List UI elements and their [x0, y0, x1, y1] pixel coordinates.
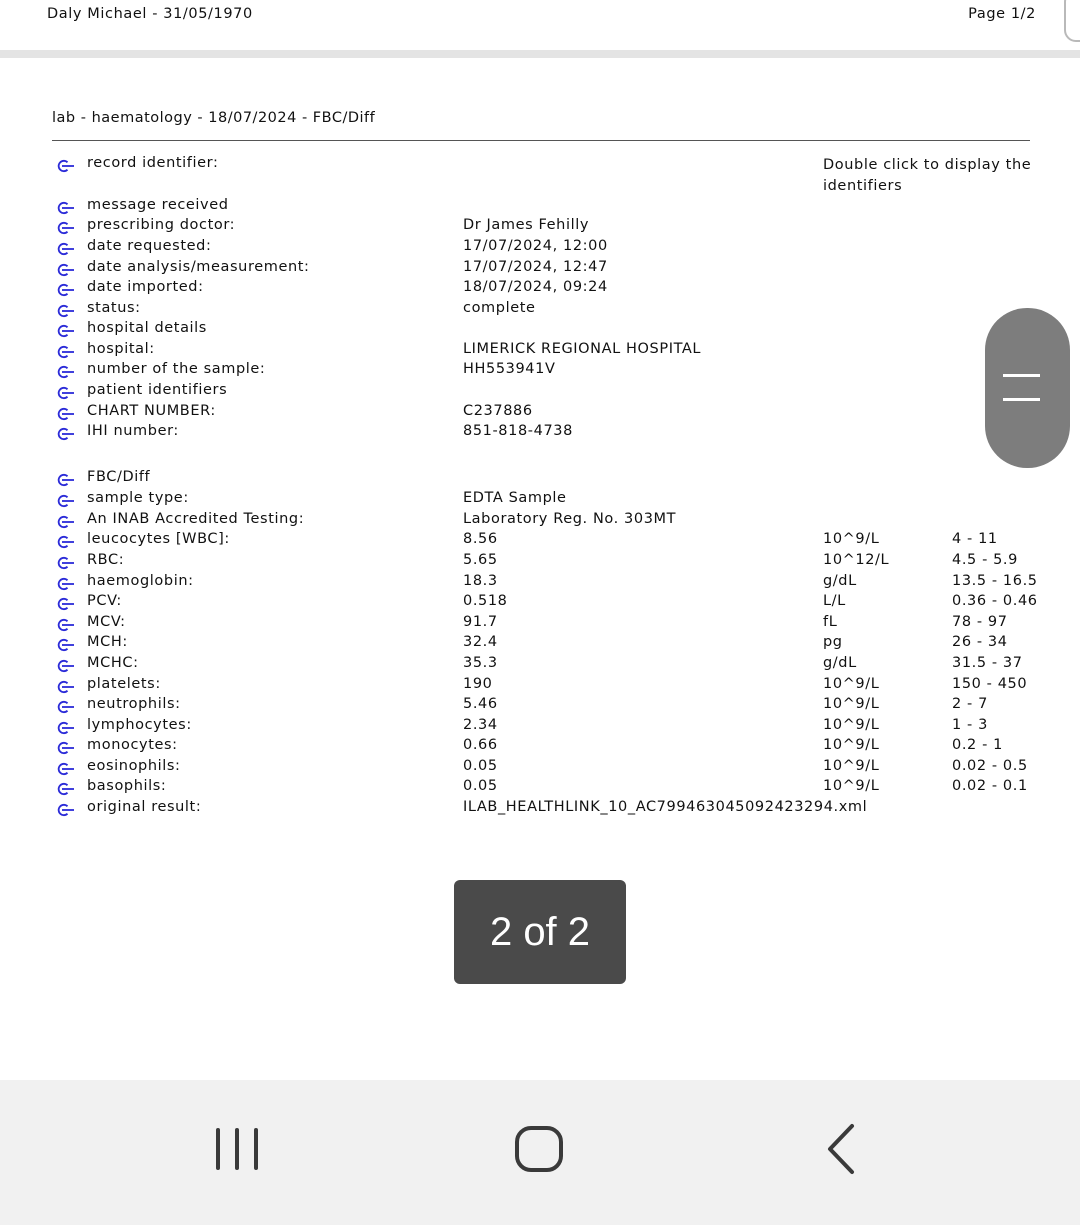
row-value: 2.34	[463, 717, 498, 733]
row-value: 0.05	[463, 758, 498, 774]
result-row[interactable]	[0, 423, 1080, 444]
arrow-circle-icon[interactable]	[57, 617, 75, 631]
arrow-circle-icon[interactable]	[57, 555, 75, 569]
arrow-circle-icon[interactable]	[57, 282, 75, 296]
row-value: LIMERICK REGIONAL HOSPITAL	[463, 341, 702, 357]
title-divider	[52, 140, 1030, 141]
row-label: lymphocytes:	[87, 717, 192, 733]
row-unit: L/L	[823, 593, 846, 609]
arrow-circle-icon[interactable]	[57, 303, 75, 317]
page-indicator-toast: 2 of 2	[454, 880, 626, 984]
arrow-circle-icon[interactable]	[57, 364, 75, 378]
result-row[interactable]	[0, 676, 1080, 697]
result-row[interactable]	[0, 361, 1080, 382]
row-value: complete	[463, 300, 536, 316]
result-row[interactable]	[0, 469, 1080, 490]
row-label: record identifier:	[87, 155, 219, 171]
row-value: 5.65	[463, 552, 498, 568]
arrow-circle-icon[interactable]	[57, 426, 75, 440]
scroll-handle[interactable]	[985, 308, 1070, 468]
arrow-circle-icon[interactable]	[57, 262, 75, 276]
result-row[interactable]	[0, 300, 1080, 321]
row-value: EDTA Sample	[463, 490, 567, 506]
row-label: message received	[87, 197, 229, 213]
row-label: date analysis/measurement:	[87, 259, 310, 275]
arrow-circle-icon[interactable]	[57, 514, 75, 528]
result-row[interactable]	[0, 279, 1080, 300]
row-unit: 10^9/L	[823, 778, 880, 794]
arrow-circle-icon[interactable]	[57, 781, 75, 795]
result-row[interactable]	[0, 552, 1080, 573]
back-button[interactable]	[808, 1120, 878, 1180]
result-row[interactable]	[0, 320, 1080, 341]
row-unit: g/dL	[823, 655, 857, 671]
row-value: 851-818-4738	[463, 423, 573, 439]
recent-apps-icon	[202, 1120, 272, 1180]
row-value: 18/07/2024, 09:24	[463, 279, 608, 295]
navigation-bar	[0, 1080, 1080, 1225]
result-row[interactable]	[0, 341, 1080, 362]
row-reference-range: 2 - 7	[952, 696, 988, 712]
row-label: MCHC:	[87, 655, 139, 671]
arrow-circle-icon[interactable]	[57, 802, 75, 816]
home-button[interactable]	[504, 1120, 574, 1180]
row-label: MCV:	[87, 614, 126, 630]
result-row[interactable]	[0, 155, 1080, 176]
result-row[interactable]	[0, 634, 1080, 655]
row-reference-range: 4.5 - 5.9	[952, 552, 1018, 568]
arrow-circle-icon[interactable]	[57, 220, 75, 234]
row-unit: g/dL	[823, 573, 857, 589]
result-row[interactable]	[0, 573, 1080, 594]
arrow-circle-icon[interactable]	[57, 658, 75, 672]
result-row[interactable]	[0, 531, 1080, 552]
row-label: neutrophils:	[87, 696, 181, 712]
arrow-circle-icon[interactable]	[57, 576, 75, 590]
row-reference-range: 0.02 - 0.5	[952, 758, 1028, 774]
row-value: Dr James Fehilly	[463, 217, 590, 233]
row-reference-range: 31.5 - 37	[952, 655, 1023, 671]
result-row[interactable]	[0, 758, 1080, 779]
header-divider	[0, 50, 1080, 58]
result-row[interactable]	[0, 259, 1080, 280]
back-icon	[808, 1120, 878, 1180]
document-title: lab - haematology - 18/07/2024 - FBC/Diff	[52, 110, 376, 126]
arrow-circle-icon[interactable]	[57, 596, 75, 610]
row-label: FBC/Diff	[87, 469, 151, 485]
result-row[interactable]	[0, 593, 1080, 614]
row-reference-range: 1 - 3	[952, 717, 988, 733]
result-row[interactable]	[0, 403, 1080, 424]
row-unit: fL	[823, 614, 838, 630]
arrow-circle-icon[interactable]	[57, 761, 75, 775]
page-header	[0, 0, 1080, 50]
row-label: date imported:	[87, 279, 204, 295]
row-label: number of the sample:	[87, 361, 266, 377]
grip-line	[1003, 398, 1040, 401]
row-value: ILAB_HEALTHLINK_10_AC799463045092423294.xml	[463, 799, 868, 815]
arrow-circle-icon[interactable]	[57, 493, 75, 507]
row-value: 17/07/2024, 12:00	[463, 238, 608, 254]
row-label: leucocytes [WBC]:	[87, 531, 230, 547]
arrow-circle-icon[interactable]	[57, 740, 75, 754]
row-label: monocytes:	[87, 737, 178, 753]
row-value: 0.05	[463, 778, 498, 794]
row-value: 0.66	[463, 737, 498, 753]
arrow-circle-icon[interactable]	[57, 385, 75, 399]
result-row[interactable]	[0, 238, 1080, 259]
row-unit: 10^9/L	[823, 758, 880, 774]
row-value: 0.518	[463, 593, 508, 609]
result-row[interactable]	[0, 799, 1080, 820]
arrow-circle-icon[interactable]	[57, 200, 75, 214]
result-row[interactable]	[0, 382, 1080, 403]
row-label: haemoglobin:	[87, 573, 194, 589]
row-label: basophils:	[87, 778, 167, 794]
arrow-circle-icon[interactable]	[57, 406, 75, 420]
row-unit: 10^9/L	[823, 717, 880, 733]
row-reference-range: 0.2 - 1	[952, 737, 1003, 753]
row-label: MCH:	[87, 634, 128, 650]
row-value: 35.3	[463, 655, 498, 671]
result-row[interactable]	[0, 614, 1080, 635]
row-value: HH553941V	[463, 361, 556, 377]
row-value: C237886	[463, 403, 533, 419]
row-label: eosinophils:	[87, 758, 181, 774]
row-unit: 10^9/L	[823, 676, 880, 692]
row-label: hospital details	[87, 320, 207, 336]
row-label: patient identifiers	[87, 382, 228, 398]
row-label: PCV:	[87, 593, 122, 609]
row-unit: 10^9/L	[823, 696, 880, 712]
result-row[interactable]	[0, 737, 1080, 758]
row-label: hospital:	[87, 341, 155, 357]
row-label: platelets:	[87, 676, 161, 692]
row-reference-range: 78 - 97	[952, 614, 1008, 630]
arrow-circle-icon[interactable]	[57, 699, 75, 713]
corner-frame	[1064, 0, 1080, 42]
page-number: Page 1/2	[968, 6, 1036, 22]
result-row[interactable]	[0, 511, 1080, 532]
row-label: sample type:	[87, 490, 189, 506]
row-value: Laboratory Reg. No. 303MT	[463, 511, 677, 527]
identifiers-hint[interactable]: Double click to display the identifiers	[823, 157, 1032, 194]
result-row[interactable]	[0, 197, 1080, 218]
row-label: original result:	[87, 799, 202, 815]
row-unit: 10^9/L	[823, 737, 880, 753]
row-value: 5.46	[463, 696, 498, 712]
row-label: RBC:	[87, 552, 125, 568]
arrow-circle-icon[interactable]	[57, 241, 75, 255]
arrow-circle-icon[interactable]	[57, 472, 75, 486]
arrow-circle-icon[interactable]	[57, 158, 75, 172]
row-value: 18.3	[463, 573, 498, 589]
row-reference-range: 4 - 11	[952, 531, 998, 547]
row-value: 91.7	[463, 614, 498, 630]
row-value: 8.56	[463, 531, 498, 547]
row-label: IHI number:	[87, 423, 179, 439]
result-row[interactable]	[0, 490, 1080, 511]
result-row[interactable]	[0, 717, 1080, 738]
arrow-circle-icon[interactable]	[57, 344, 75, 358]
recent-apps-button[interactable]	[202, 1120, 272, 1180]
row-unit: 10^12/L	[823, 552, 890, 568]
result-row[interactable]	[0, 778, 1080, 799]
arrow-circle-icon[interactable]	[57, 534, 75, 548]
row-unit: 10^9/L	[823, 531, 880, 547]
result-row[interactable]	[0, 696, 1080, 717]
row-reference-range: 0.36 - 0.46	[952, 593, 1038, 609]
row-label: CHART NUMBER:	[87, 403, 216, 419]
row-reference-range: 0.02 - 0.1	[952, 778, 1028, 794]
home-icon	[504, 1120, 574, 1180]
arrow-circle-icon[interactable]	[57, 637, 75, 651]
row-value: 32.4	[463, 634, 498, 650]
row-reference-range: 26 - 34	[952, 634, 1008, 650]
result-row[interactable]	[0, 655, 1080, 676]
patient-name-dob: Daly Michael - 31/05/1970	[47, 6, 253, 22]
result-row[interactable]	[0, 217, 1080, 238]
row-value: 190	[463, 676, 493, 692]
row-label: prescribing doctor:	[87, 217, 236, 233]
row-reference-range: 150 - 450	[952, 676, 1028, 692]
row-unit: pg	[823, 634, 843, 650]
row-label: date requested:	[87, 238, 212, 254]
row-value: 17/07/2024, 12:47	[463, 259, 608, 275]
row-label: status:	[87, 300, 141, 316]
arrow-circle-icon[interactable]	[57, 323, 75, 337]
row-reference-range: 13.5 - 16.5	[952, 573, 1038, 589]
arrow-circle-icon[interactable]	[57, 720, 75, 734]
arrow-circle-icon[interactable]	[57, 679, 75, 693]
grip-line	[1003, 374, 1040, 377]
row-label: An INAB Accredited Testing:	[87, 511, 305, 527]
